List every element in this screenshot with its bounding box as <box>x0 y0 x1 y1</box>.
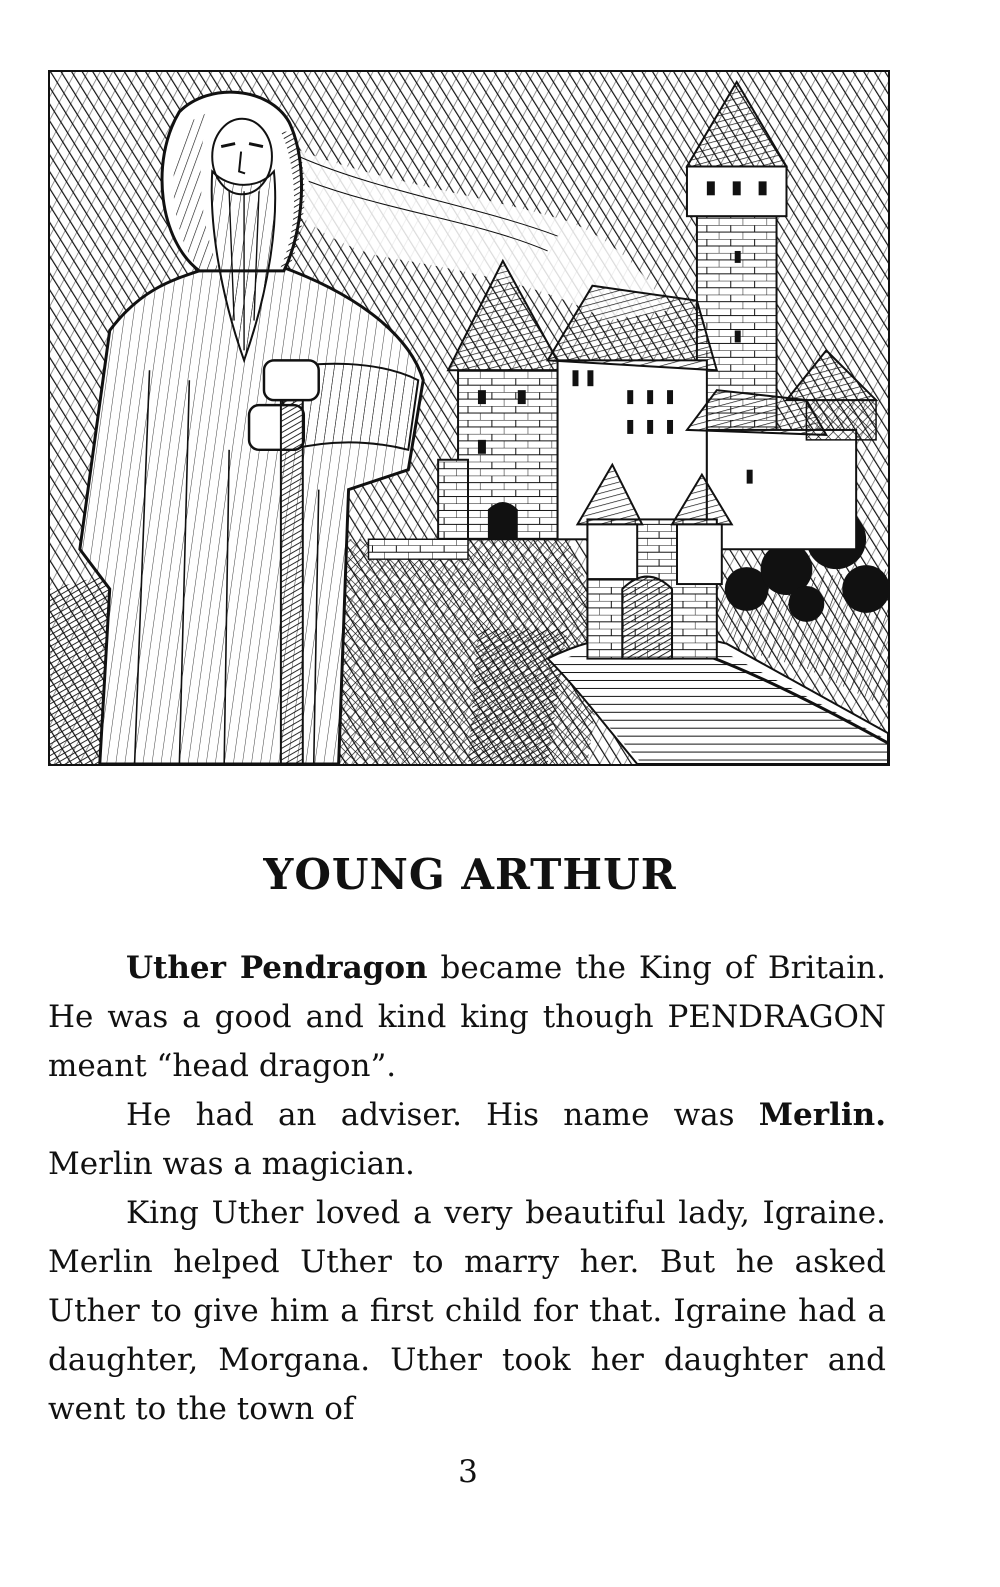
paragraph-1 <box>48 944 886 1091</box>
illustration-merlin-castle <box>48 70 890 766</box>
chapter-title: YOUNG ARTHUR <box>263 850 677 899</box>
bold-name-merlin: Merlin. <box>758 1097 886 1133</box>
paragraph-1-text: became the King of Britain. He was a good and kind king though PENDRAGON meant “head dragon”. <box>48 950 887 1084</box>
paragraph-2-text-after: Merlin was a magician. <box>48 1146 415 1182</box>
page-number: 3 <box>458 1454 478 1490</box>
paragraph-2 <box>48 1091 886 1189</box>
paragraph-3: King Uther loved a very beautiful lady, Igraine. Merlin helped Uther to marry her. But he asked Uther to give him a first child for that. Igraine had a daughter, Morgana. Uther took her daughter and went to the town of <box>48 1195 886 1427</box>
bold-name-uther: Uther Pendragon <box>126 950 428 986</box>
illustration-drawing <box>50 72 888 764</box>
paragraph-2-text-before: He had an adviser. His name was <box>126 1097 759 1133</box>
body-text <box>48 944 886 1434</box>
